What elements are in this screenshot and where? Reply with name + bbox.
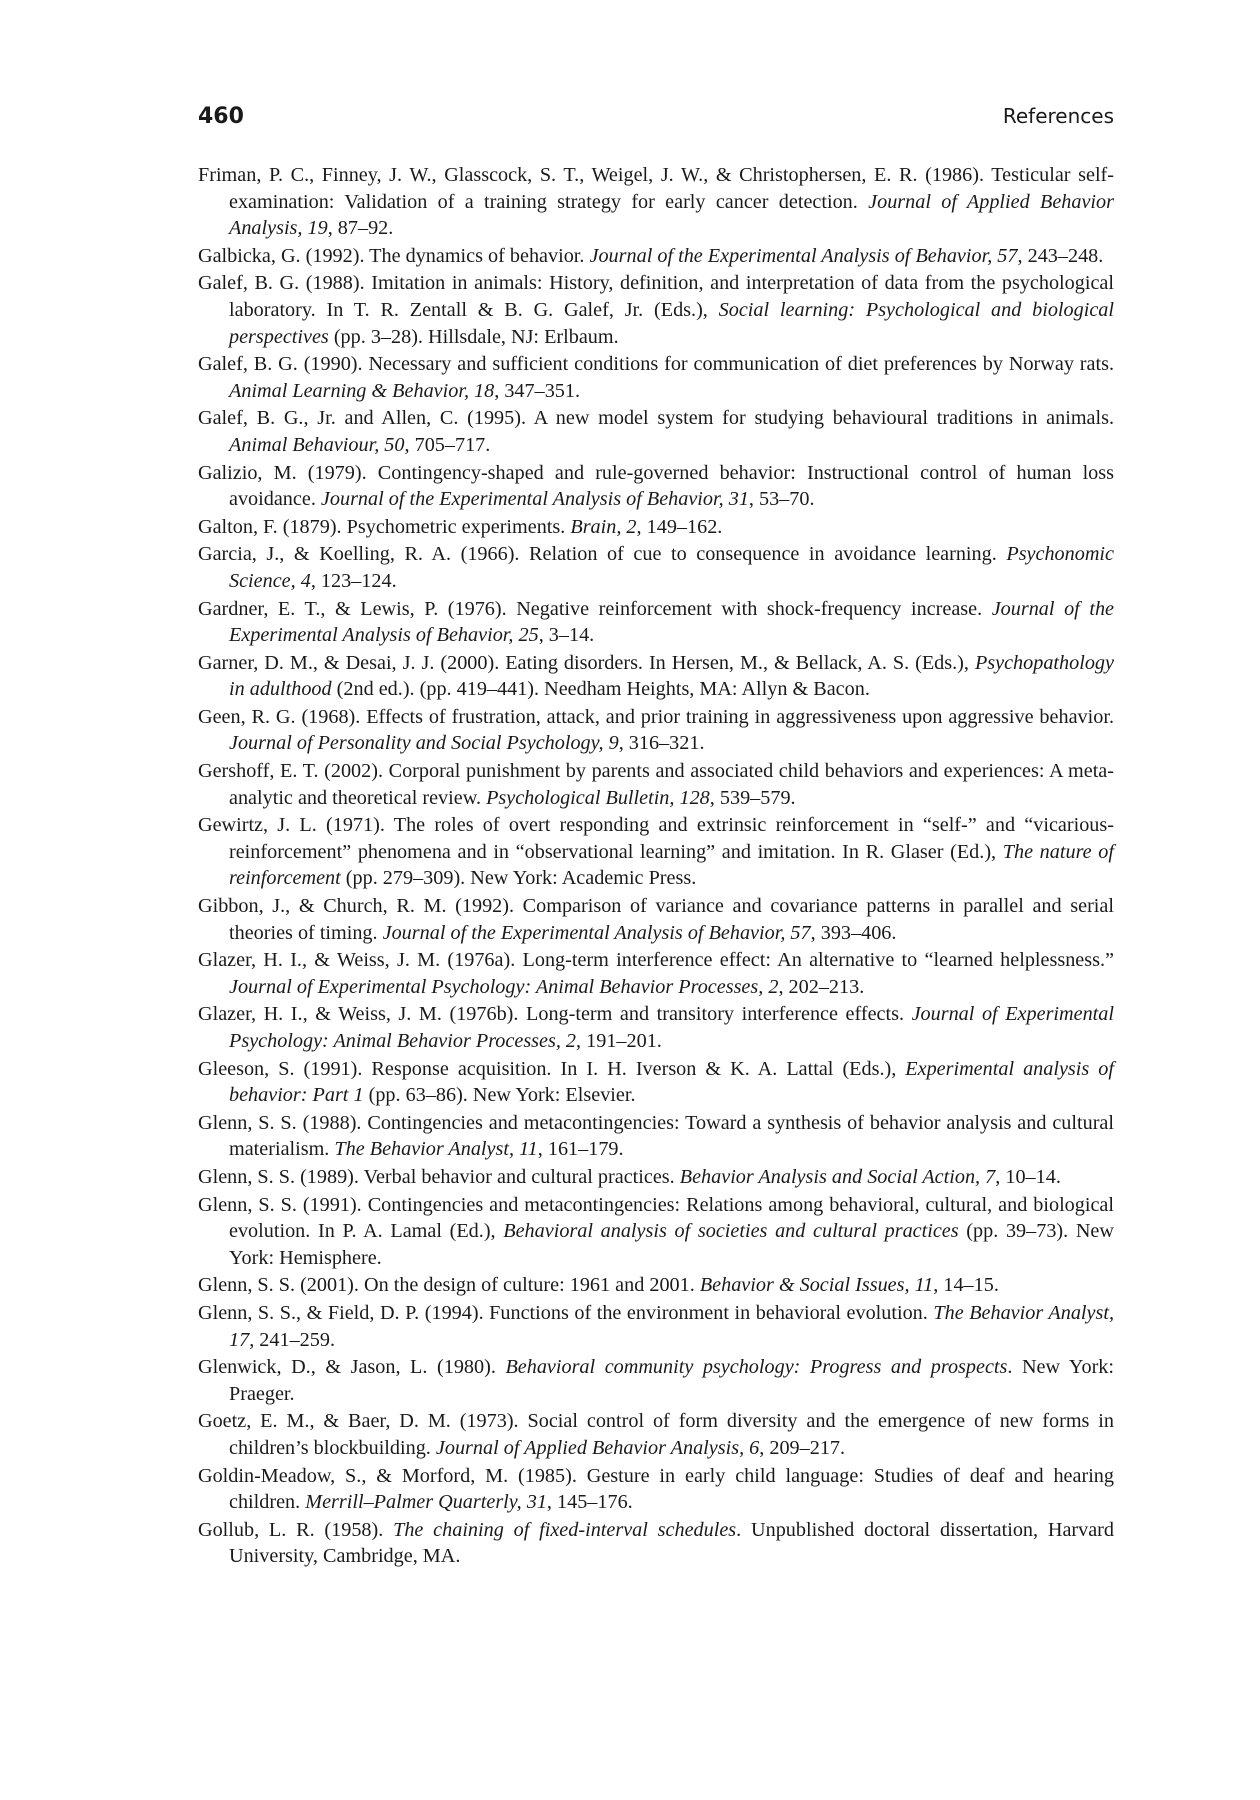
reference-text: Geen, R. G. (1968). Effects of frustration, attack, and prior training in aggressiveness upon aggressive behavior. <box>198 705 1114 728</box>
reference-entry <box>198 351 1114 404</box>
reference-text: Glenn, S. S. (1989). Verbal behavior and cultural practices. <box>198 1165 680 1188</box>
reference-text: , 209–217. <box>759 1436 846 1459</box>
reference-text: Garner, D. M., & Desai, J. J. (2000). Eating disorders. In Hersen, M., & Bellack, A. S. (Eds.), <box>198 651 975 674</box>
running-head: References <box>1002 104 1114 128</box>
reference-source: Animal Behaviour, 50 <box>229 433 405 456</box>
reference-source: Journal of the Experimental Analysis of Behavior, 25 <box>229 597 1114 647</box>
reference-text: , 705–717. <box>404 433 491 456</box>
reference-text: , 191–201. <box>576 1030 662 1052</box>
reference-text: , 3–14. <box>538 624 595 647</box>
reference-text: Gewirtz, J. L. (1971). The roles of overt responding and extrinsic reinforcement in “self-” and “vicarious-reinforcement” phenomena and in “observational learning” and imitation. In R. Glaser (Ed.), <box>198 814 1114 863</box>
reference-text: (pp. 3–28). Hillsdale, NJ: Erlbaum. <box>328 325 619 348</box>
reference-text: Glenn, S. S. (1988). Contingencies and metacontingencies: Toward a synthesis of behavior analysis and cultural materialism. <box>198 1111 1114 1161</box>
reference-source: The nature of reinforcement <box>229 840 1114 890</box>
reference-text: Gibbon, J., & Church, R. M. (1992). Comparison of variance and covariance patterns in parallel and serial theories of timing. <box>198 895 1114 944</box>
reference-text: Glenwick, D., & Jason, L. (1980). <box>198 1356 506 1379</box>
reference-entry <box>198 1408 1114 1461</box>
reference-source: Behavioral community psychology: Progress and prospects <box>505 1356 1008 1379</box>
reference-text: Galef, B. G. (1990). Necessary and sufficient conditions for communication of diet preferences by Norway rats. <box>198 353 1114 376</box>
reference-text: Friman, P. C., Finney, J. W., Glasscock, S. T., Weigel, J. W., & Christophersen, E. R. (1986). Testicular self-examination: Validation of a training strategy for early cancer detection. <box>198 164 1114 213</box>
reference-text: , 393–406. <box>810 921 897 944</box>
reference-text: , 316–321. <box>618 732 705 755</box>
reference-text: Galef, B. G., Jr. and Allen, C. (1995). A new model system for studying behavioural traditions in animals. <box>198 407 1114 430</box>
reference-text: , 202–213. <box>778 975 865 998</box>
reference-source: Journal of the Experimental Analysis of Behavior, 57 <box>382 921 811 944</box>
reference-entry <box>198 893 1114 946</box>
reference-source: Behavioral analysis of societies and cultural practices <box>503 1220 959 1243</box>
reference-entry <box>198 1110 1114 1163</box>
reference-text: , 53–70. <box>748 488 815 511</box>
reference-text: Goldin-Meadow, S., & Morford, M. (1985). Gesture in early child language: Studies of deaf and hearing children. <box>198 1464 1114 1514</box>
reference-source: Psychopathology in adulthood <box>229 651 1114 701</box>
reference-text: Galef, B. G. (1988). Imitation in animals: History, definition, and interpretation of data from the psychological laboratory. In T. R. Zentall & B. G. Galef, Jr. (Eds.), <box>198 272 1114 321</box>
reference-text: , 161–179. <box>537 1138 624 1161</box>
reference-entry <box>198 1517 1114 1570</box>
reference-entry <box>198 1001 1114 1054</box>
reference-source: Journal of Experimental Psychology: Animal Behavior Processes, 2 <box>229 1003 1114 1052</box>
reference-entry <box>198 758 1114 811</box>
reference-text: , 241–259. <box>249 1328 335 1351</box>
reference-source: Experimental analysis of behavior: Part 1 <box>229 1057 1114 1107</box>
reference-text: (2nd ed.). (pp. 419–441). Needham Heights, MA: Allyn & Bacon. <box>331 678 870 701</box>
page-header <box>198 104 1114 140</box>
reference-text: Glenn, S. S., & Field, D. P. (1994). Functions of the environment in behavioral evolution. <box>198 1301 934 1324</box>
reference-source: Journal of Applied Behavior Analysis, 19 <box>229 190 1114 240</box>
reference-text: (pp. 39–73). New York: Hemisphere. <box>229 1220 1114 1269</box>
reference-text: Galbicka, G. (1992). The dynamics of behavior. <box>198 244 590 267</box>
reference-source: The chaining of fixed-interval schedules <box>393 1518 737 1541</box>
reference-source: Journal of the Experimental Analysis of Behavior, 31 <box>320 488 749 511</box>
reference-text: Glenn, S. S. (2001). On the design of culture: 1961 and 2001. <box>198 1274 700 1297</box>
reference-entry <box>198 596 1114 649</box>
reference-text: , 10–14. <box>995 1165 1061 1188</box>
reference-source: The Behavior Analyst, 17 <box>229 1301 1114 1351</box>
reference-source: Social learning: Psychological and biological perspectives <box>229 298 1114 348</box>
reference-entry <box>198 1192 1114 1272</box>
reference-entry <box>198 947 1114 1000</box>
reference-entry <box>198 1300 1114 1353</box>
reference-source: Journal of Applied Behavior Analysis, 6 <box>435 1436 760 1459</box>
reference-text: , 347–351. <box>494 379 581 402</box>
reference-text: . New York: Praeger. <box>229 1356 1114 1405</box>
reference-entry <box>198 405 1114 458</box>
reference-entry <box>198 460 1114 513</box>
reference-text: Galton, F. (1879). Psychometric experiments. <box>198 515 571 538</box>
reference-text: Gleeson, S. (1991). Response acquisition. In I. H. Iverson & K. A. Lattal (Eds.), <box>198 1057 906 1080</box>
page-number: 460 <box>198 104 244 129</box>
reference-entry <box>198 650 1114 703</box>
reference-source: Psychonomic Science, 4 <box>229 543 1114 592</box>
reference-text: , 539–579. <box>709 786 796 809</box>
reference-source: Merrill–Palmer Quarterly, 31 <box>305 1491 547 1514</box>
reference-text: , 87–92. <box>327 217 394 240</box>
reference-source: Animal Learning & Behavior, 18 <box>229 379 495 402</box>
reference-text: Gollub, L. R. (1958). <box>198 1518 394 1541</box>
reference-text: Galizio, M. (1979). Contingency-shaped and rule-governed behavior: Instructional control of human loss avoidance. <box>198 461 1114 511</box>
reference-entry <box>198 1164 1114 1191</box>
reference-text: , 14–15. <box>933 1274 999 1297</box>
reference-text: , 149–162. <box>636 515 723 538</box>
reference-entry <box>198 162 1114 242</box>
reference-text: (pp. 63–86). New York: Elsevier. <box>363 1084 636 1107</box>
reference-text: Glenn, S. S. (1991). Contingencies and metacontingencies: Relations among behavioral, cultural, and biological evolution. In P. A. Lamal (Ed.), <box>198 1193 1114 1243</box>
reference-text: Goetz, E. M., & Baer, D. M. (1973). Social control of form diversity and the emergence of new forms in children’s blockbuilding. <box>198 1410 1114 1459</box>
reference-source: Behavior & Social Issues, 11 <box>699 1274 934 1297</box>
reference-source: Brain, 2 <box>570 515 637 538</box>
reference-entry <box>198 1272 1114 1299</box>
reference-text: , 243–248. <box>1017 244 1104 267</box>
reference-list <box>198 162 1114 1571</box>
reference-source: Behavior Analysis and Social Action, 7 <box>679 1165 996 1188</box>
reference-text: Glazer, H. I., & Weiss, J. M. (1976a). Long-term interference effect: An alternative to “learned helplessness.” <box>198 949 1114 972</box>
reference-text: , 145–176. <box>546 1491 633 1514</box>
reference-text: Gardner, E. T., & Lewis, P. (1976). Negative reinforcement with shock-frequency increase. <box>198 597 992 620</box>
reference-entry <box>198 243 1114 270</box>
reference-entry <box>198 270 1114 350</box>
reference-entry <box>198 1354 1114 1407</box>
reference-entry <box>198 812 1114 892</box>
reference-entry <box>198 1056 1114 1109</box>
reference-source: Journal of the Experimental Analysis of Behavior, 57 <box>589 244 1018 267</box>
reference-source: Journal of Personality and Social Psychology, 9 <box>229 732 619 755</box>
reference-entry <box>198 514 1114 541</box>
reference-text: Glazer, H. I., & Weiss, J. M. (1976b). Long-term and transitory interference effects. <box>198 1003 912 1026</box>
reference-text: . Unpublished doctoral dissertation, Harvard University, Cambridge, MA. <box>229 1518 1114 1568</box>
reference-source: Psychological Bulletin, 128 <box>486 786 710 809</box>
reference-entry <box>198 541 1114 594</box>
reference-entry <box>198 1463 1114 1516</box>
reference-text: , 123–124. <box>310 569 397 592</box>
reference-source: Journal of Experimental Psychology: Animal Behavior Processes, 2 <box>229 975 779 998</box>
reference-text: (pp. 279–309). New York: Academic Press. <box>340 867 697 890</box>
reference-source: The Behavior Analyst, 11 <box>334 1138 538 1161</box>
reference-text: Garcia, J., & Koelling, R. A. (1966). Relation of cue to consequence in avoidance learning. <box>198 543 1007 566</box>
reference-entry <box>198 704 1114 757</box>
reference-text: Gershoff, E. T. (2002). Corporal punishment by parents and associated child behaviors and experiences: A meta-analytic and theoretical review. <box>198 760 1114 809</box>
